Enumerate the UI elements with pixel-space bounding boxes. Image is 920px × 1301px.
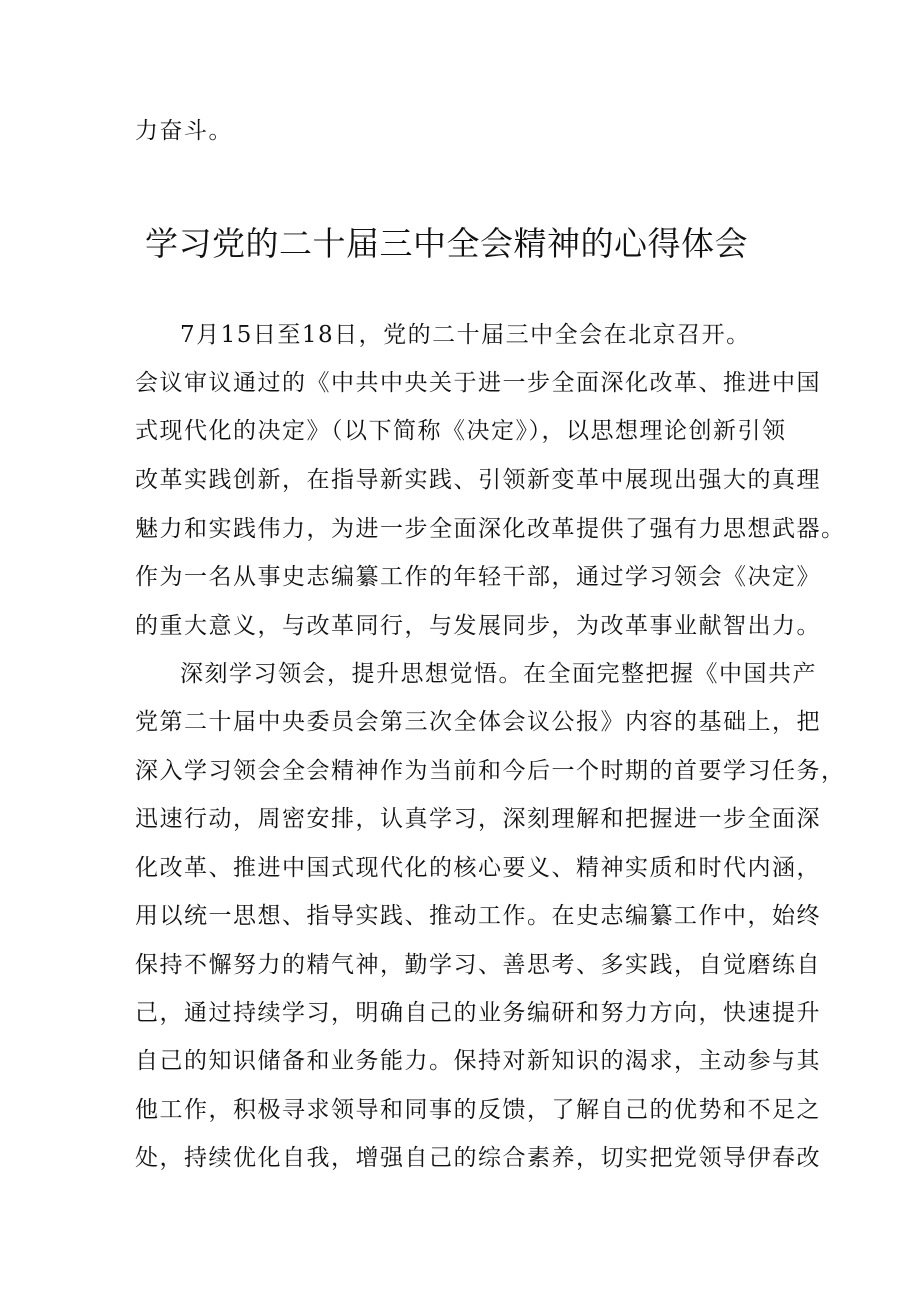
body-line: 保持不懈努力的精气神，勤学习、善思考、多实践，自觉磨练自 (135, 952, 821, 978)
previous-paragraph-tail: 力奋斗。 (135, 118, 233, 144)
body-line: 7月15日至18日，党的二十届三中全会在北京召开。 (180, 322, 751, 348)
body-line: 作为一名从事史志编纂工作的年轻干部，通过学习领会《决定》 (135, 564, 821, 590)
body-line: 的重大意义，与改革同行，与发展同步，为改革事业献智出力。 (135, 613, 821, 639)
body-line: 深刻学习领会，提升思想觉悟。在全面完整把握《中国共产 (180, 661, 817, 687)
document-title: 学习党的二十届三中全会精神的心得体会 (145, 224, 748, 263)
body-line: 党第二十届中央委员会第三次全体会议公报》内容的基础上，把 (135, 709, 821, 735)
body-line: 己，通过持续学习，明确自己的业务编研和努力方向，快速提升 (135, 1000, 821, 1026)
body-line: 改革实践创新，在指导新实践、引领新变革中展现出强大的真理 (135, 467, 821, 493)
body-line: 魅力和实践伟力，为进一步全面深化改革提供了强有力思想武器。 (135, 516, 846, 542)
body-line: 用以统一思想、指导实践、推动工作。在史志编纂工作中，始终 (135, 903, 821, 929)
body-line: 处，持续优化自我，增强自己的综合素养，切实把党领导伊春改 (135, 1145, 821, 1171)
body-line: 迅速行动，周密安排，认真学习，深刻理解和把握进一步全面深 (135, 806, 821, 832)
body-line: 深入学习领会全会精神作为当前和今后一个时期的首要学习任务， (135, 758, 846, 784)
body-line: 式现代化的决定》（以下简称《决定》），以思想理论创新引领 (135, 418, 787, 444)
body-line: 会议审议通过的《中共中央关于进一步全面深化改革、推进中国 (135, 370, 821, 396)
body-line: 自己的知识储备和业务能力。保持对新知识的渴求，主动参与其 (135, 1048, 821, 1074)
body-line: 他工作，积极寻求领导和同事的反馈，了解自己的优势和不足之 (135, 1097, 821, 1123)
body-line: 化改革、推进中国式现代化的核心要义、精神实质和时代内涵， (135, 855, 821, 881)
